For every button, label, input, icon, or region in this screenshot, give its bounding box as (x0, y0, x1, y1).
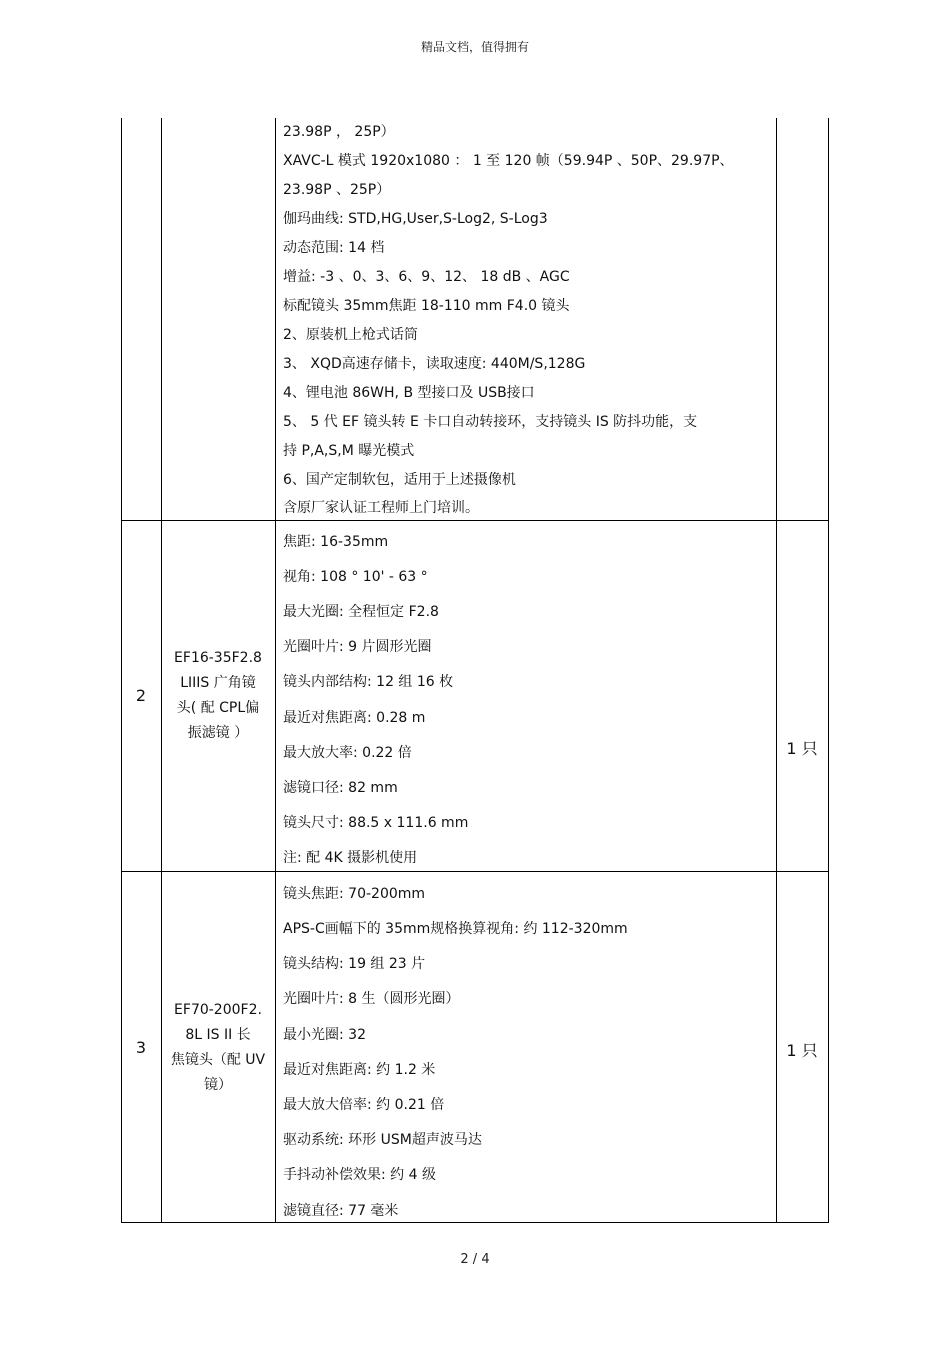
spec-line: 3、 XQD高速存储卡，读取速度: 440M/S,128G (283, 356, 586, 372)
spec-line: 2、原装机上枪式话筒 (283, 327, 418, 343)
product-name-line: 振滤镜 ） (187, 725, 249, 741)
spec-line: 视角: 108 ° 10' - 63 ° (283, 569, 428, 585)
table-border-bottom (121, 1222, 829, 1223)
spec-line: 含原厂家认证工程师上门培训。 (283, 500, 479, 516)
quantity: 1 只 (786, 1041, 818, 1060)
spec-line: 镜头焦距: 70-200mm (283, 886, 426, 902)
spec-line: 最大光圈: 全程恒定 F2.8 (283, 604, 439, 620)
product-name-line: 焦镜头（配 UV (170, 1052, 266, 1068)
spec-line: 最大放大倍率: 约 0.21 倍 (283, 1097, 445, 1113)
spec-line: 动态范围: 14 档 (283, 240, 385, 256)
spec-line: 5、 5 代 EF 镜头转 E 卡口自动转接环，支持镜头 IS 防抖功能，支 (283, 414, 698, 430)
product-name-line: EF70-200F2. (174, 1002, 262, 1018)
spec-line: 手抖动补偿效果: 约 4 级 (283, 1167, 436, 1183)
product-name-line: EF16-35F2.8 (174, 650, 262, 666)
spec-line: 镜头结构: 19 组 23 片 (283, 956, 426, 972)
spec-line: 持 P,A,S,M 曝光模式 (283, 443, 415, 459)
spec-line: 镜头内部结构: 12 组 16 枚 (283, 674, 454, 690)
spec-line: 标配镜头 35mm焦距 18-110 mm F4.0 镜头 (283, 298, 570, 314)
spec-line: 伽玛曲线: STD,HG,User,S-Log2, S-Log3 (283, 211, 548, 227)
spec-line: 4、锂电池 86WH, B 型接口及 USB接口 (283, 385, 535, 401)
page-header: 精品文档，值得拥有 (420, 40, 529, 54)
product-name-line: 8L IS II 长 (185, 1027, 251, 1043)
spec-line: 23.98P ， 25P） (283, 124, 395, 140)
spec-line: XAVC-L 模式 1920x1080 ： 1 至 120 帧（59.94P 、50P、29.97P、 (283, 153, 734, 169)
spec-line: 最小光圈: 32 (283, 1027, 366, 1043)
product-name-line: 头( 配 CPL偏 (176, 700, 260, 716)
spec-line: 滤镜直径: 77 毫米 (283, 1203, 399, 1219)
spec-line: 注: 配 4K 摄影机使用 (283, 850, 418, 866)
spec-line: 镜头尺寸: 88.5 x 111.6 mm (283, 815, 469, 831)
row-number: 3 (135, 1038, 147, 1057)
table-border-left (121, 118, 122, 1223)
spec-line: APS-C画幅下的 35mm规格换算视角: 约 112-320mm (283, 921, 628, 937)
product-name-line: 镜） (204, 1077, 232, 1093)
page-number: 2 / 4 (460, 1252, 490, 1267)
spec-line: 最大放大率: 0.22 倍 (283, 745, 412, 761)
column-divider (275, 118, 276, 1223)
spec-line: 最近对焦距离: 0.28 m (283, 710, 426, 726)
spec-line: 滤镜口径: 82 mm (283, 780, 398, 796)
spec-line: 23.98P 、25P） (283, 182, 391, 198)
row-divider (121, 871, 829, 872)
row-divider (121, 520, 829, 521)
table-border-right (828, 118, 829, 1223)
spec-line: 驱动系统: 环形 USM超声波马达 (283, 1132, 482, 1148)
quantity: 1 只 (786, 739, 818, 758)
spec-line: 最近对焦距离: 约 1.2 米 (283, 1062, 436, 1078)
spec-line: 光圈叶片: 9 片圆形光圈 (283, 639, 432, 655)
spec-line: 焦距: 16-35mm (283, 534, 389, 550)
spec-table (121, 118, 829, 1223)
spec-line: 6、国产定制软包，适用于上述摄像机 (283, 472, 516, 488)
column-divider (161, 118, 162, 1223)
spec-line: 光圈叶片: 8 生（圆形光圈） (283, 991, 460, 1007)
spec-line: 增益: -3 、0、3、6、9、12、 18 dB 、AGC (283, 269, 570, 285)
product-name-line: LIIIS 广角镜 (180, 675, 256, 691)
row-number: 2 (135, 686, 147, 705)
